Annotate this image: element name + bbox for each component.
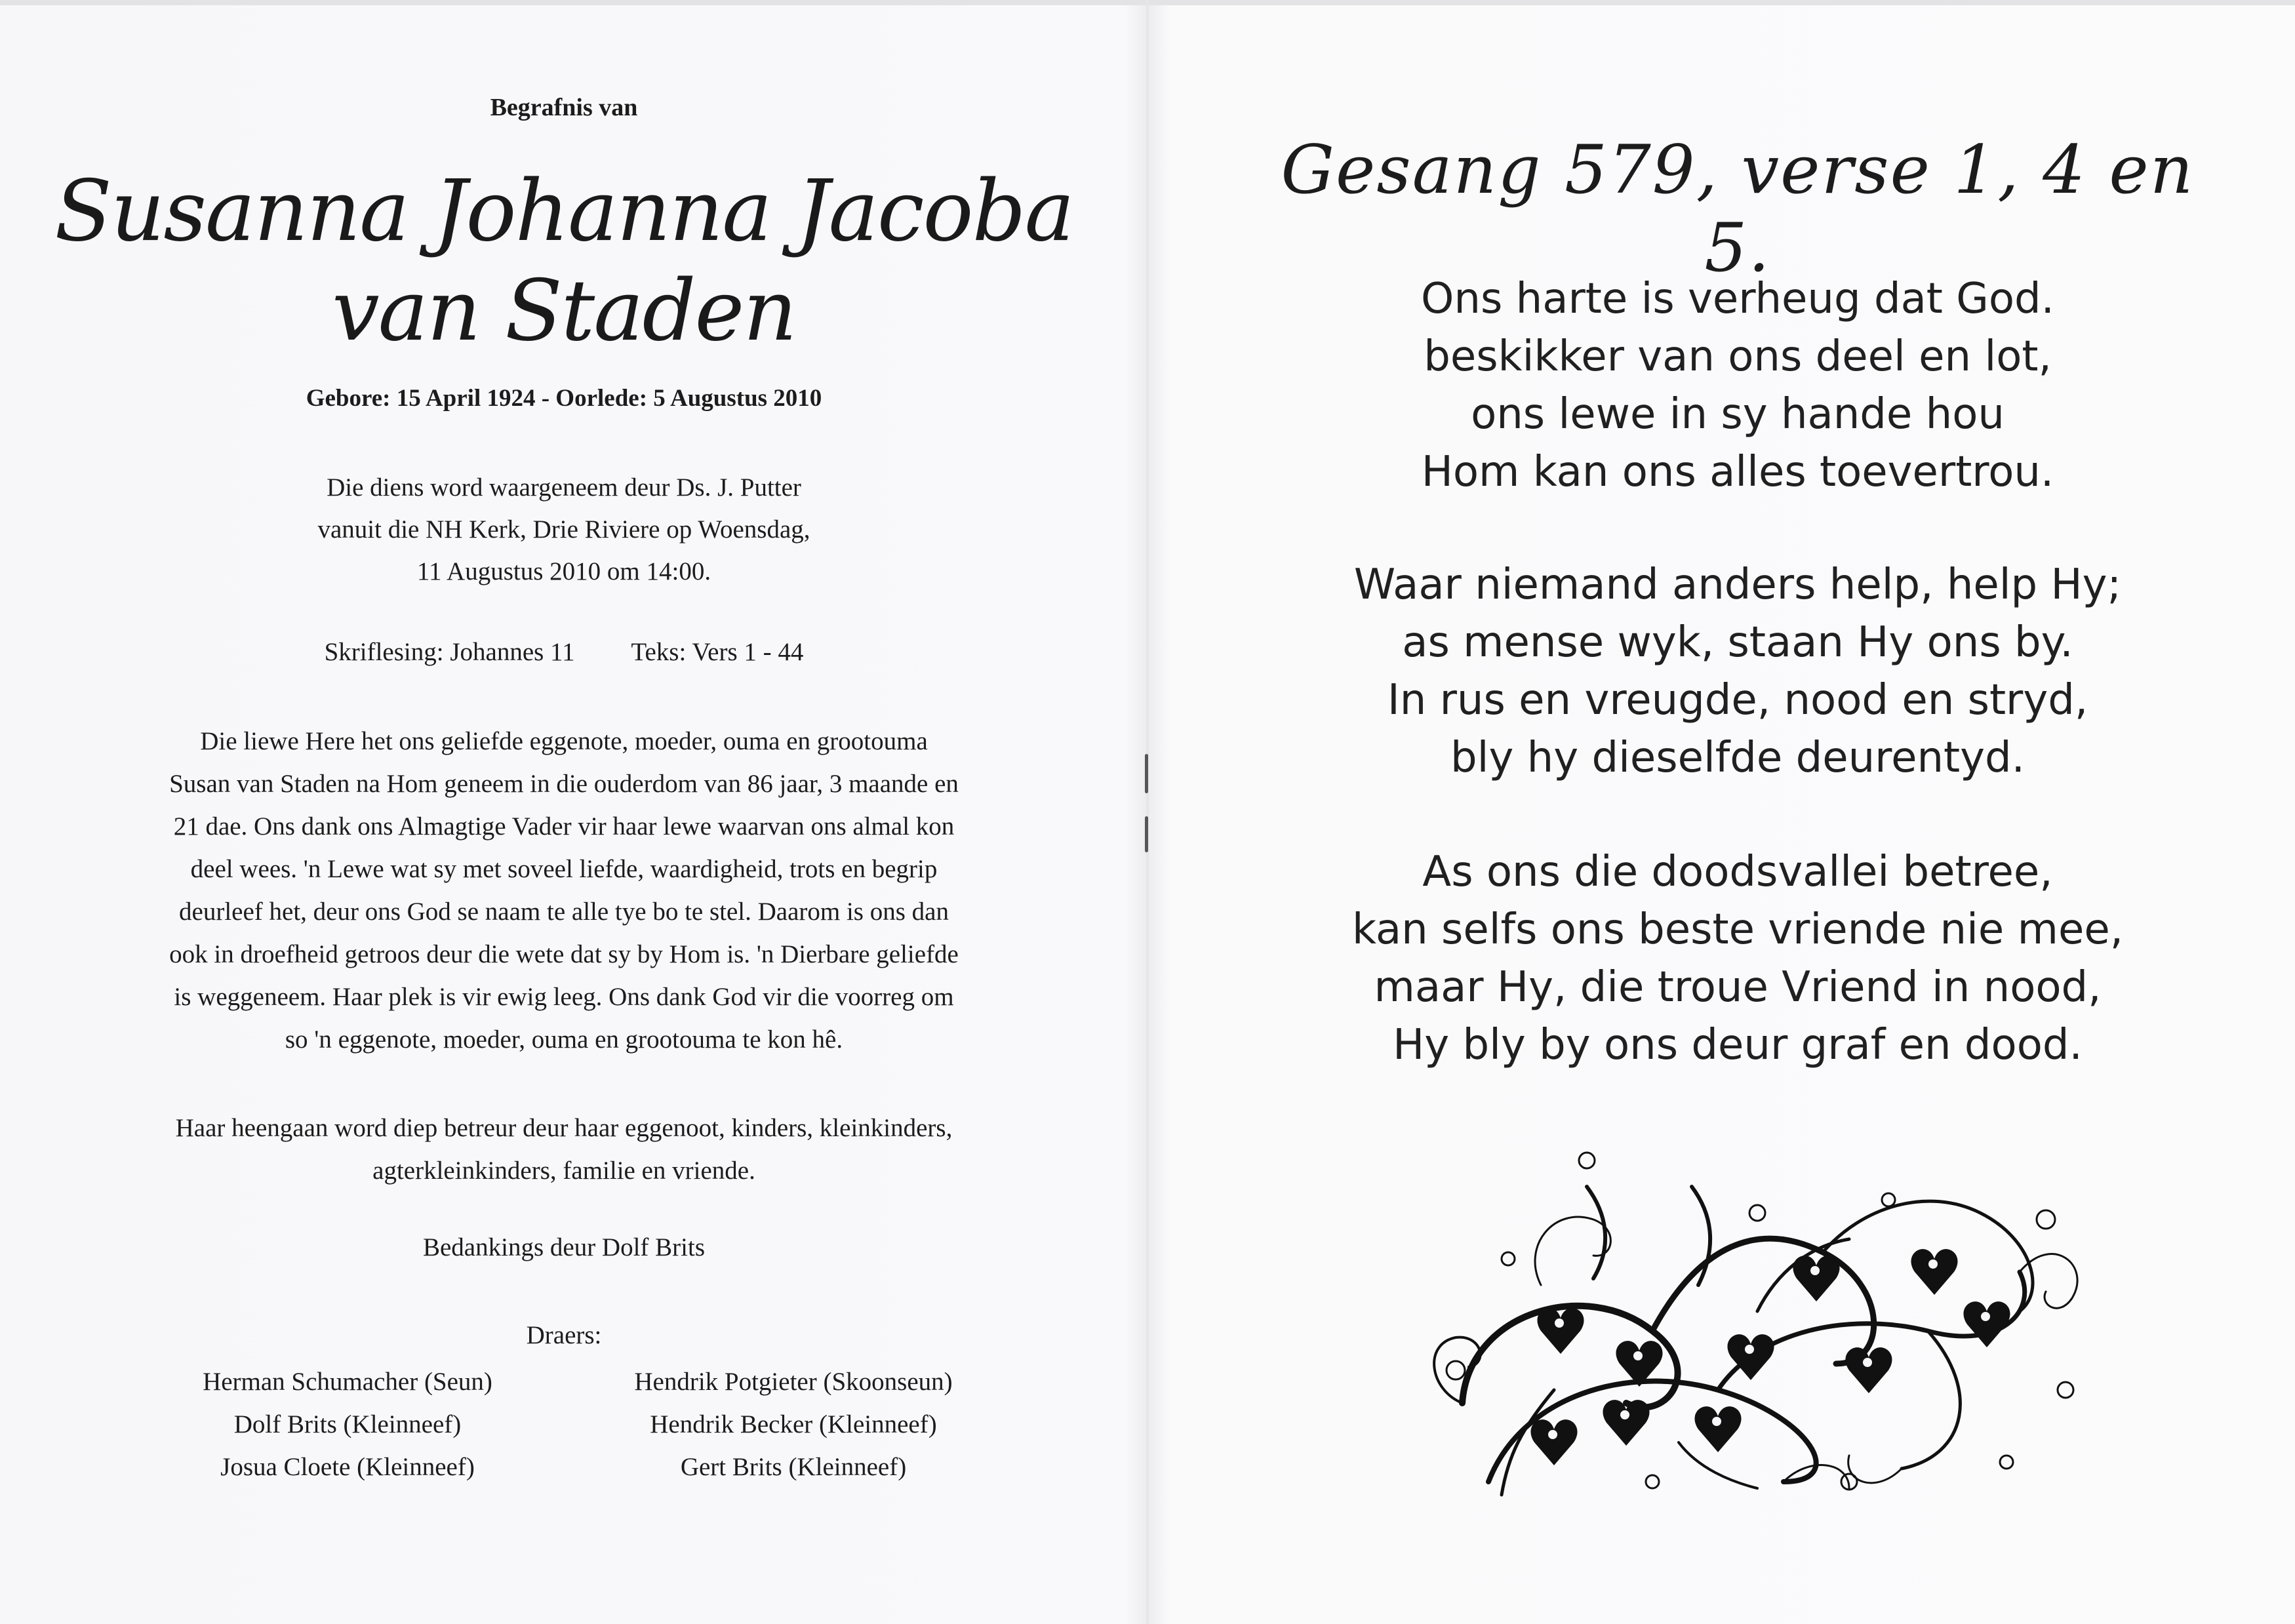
hymn-verse-2 bbox=[1246, 556, 2229, 787]
mourning-line: agterkleinkinders, familie en vriende. bbox=[372, 1157, 755, 1185]
bearer-name: Hendrik Potgieter (Skoonseun) bbox=[634, 1368, 953, 1396]
service-details bbox=[39, 467, 1088, 593]
service-line: Die diens word waargeneem deur Ds. J. Putter bbox=[327, 473, 801, 502]
tribute-line: Susan van Staden na Hom geneem in die ouderdom van 86 jaar, 3 maande en bbox=[169, 770, 959, 798]
verse-line: beskikker van ons deel en lot, bbox=[1424, 332, 2052, 381]
birth-death-dates: Gebore: 15 April 1924 - Oorlede: 5 Augustus 2010 bbox=[306, 385, 822, 412]
verse-line: bly hy dieselfde deurentyd. bbox=[1450, 734, 2025, 782]
tribute-line: deurleef het, deur ons God se naam te alle tye bo te stel. Daarom is ons dan bbox=[179, 898, 949, 926]
deceased-name-line2: van Staden bbox=[332, 262, 796, 360]
verse-line: ons lewe in sy hande hou bbox=[1471, 390, 2005, 439]
left-panel bbox=[39, 0, 1088, 1624]
bearer-name: Gert Brits (Kleinneef) bbox=[680, 1453, 907, 1481]
funeral-heading: Begrafnis van bbox=[490, 94, 638, 121]
verse-line: as mense wyk, staan Hy ons by. bbox=[1402, 618, 2073, 667]
tribute-line: deel wees. 'n Lewe wat sy met soveel liefde, waardigheid, trots en begrip bbox=[190, 855, 938, 883]
mourning-paragraph bbox=[59, 1107, 1069, 1192]
bearers-heading: Draers: bbox=[526, 1321, 602, 1349]
tribute-paragraph bbox=[59, 720, 1069, 1061]
tribute-line: ook in droefheid getroos deur die wete dat sy by Hom is. 'n Dierbare geliefde bbox=[169, 940, 959, 968]
tribute-line: 21 dae. Ons dank ons Almagtige Vader vir haar lewe waarvan ons almal kon bbox=[173, 812, 955, 841]
service-line: 11 Augustus 2010 om 14:00. bbox=[416, 557, 711, 585]
bearers-column-left bbox=[131, 1360, 564, 1488]
verse-line: Hy bly by ons deur graf en dood. bbox=[1393, 1021, 2083, 1069]
tribute-line: so 'n eggenote, moeder, ouma en grootouma te kon hê. bbox=[285, 1025, 843, 1054]
bearers-column-right bbox=[577, 1360, 1010, 1488]
bearer-name: Hendrik Becker (Kleinneef) bbox=[650, 1410, 937, 1438]
bearer-name: Herman Schumacher (Seun) bbox=[203, 1368, 492, 1396]
verse-line: Hom kan ons alles toevertrou. bbox=[1421, 448, 2054, 496]
floral-ornament-icon bbox=[1390, 1115, 2111, 1508]
bearer-name: Josua Cloete (Kleinneef) bbox=[220, 1453, 475, 1481]
hymn-verse-3 bbox=[1246, 843, 2229, 1074]
scripture-text: Teks: Vers 1 - 44 bbox=[631, 638, 804, 666]
deceased-name-line1: Susanna Johanna Jacoba bbox=[54, 163, 1073, 260]
tribute-line: is weggeneem. Haar plek is vir ewig leeg. Ons dank God vir die voorreg om bbox=[174, 983, 954, 1011]
scripture-row bbox=[39, 637, 1088, 667]
verse-line: Waar niemand anders help, help Hy; bbox=[1353, 561, 2122, 609]
staple-mark bbox=[1145, 754, 1148, 793]
staple-mark bbox=[1145, 816, 1148, 852]
mourning-line: Haar heengaan word diep betreur deur haar eggenoot, kinders, kleinkinders, bbox=[175, 1114, 953, 1142]
verse-line: maar Hy, die troue Vriend in nood, bbox=[1374, 963, 2102, 1012]
verse-line: Ons harte is verheug dat God. bbox=[1421, 275, 2054, 323]
verse-line: kan selfs ons beste vriende nie mee, bbox=[1351, 905, 2124, 954]
tribute-line: Die liewe Here het ons geliefde eggenote, moeder, ouma en grootouma bbox=[200, 727, 928, 755]
hymn-title: Gesang 579, verse 1, 4 en 5. bbox=[1281, 131, 2195, 287]
service-line: vanuit die NH Kerk, Drie Riviere op Woensdag, bbox=[317, 515, 810, 544]
verse-line: In rus en vreugde, nood en stryd, bbox=[1387, 676, 2088, 724]
thanks-line: Bedankings deur Dolf Brits bbox=[422, 1233, 706, 1261]
hymn-verse-1 bbox=[1246, 270, 2229, 501]
verse-line: As ons die doodsvallei betree, bbox=[1422, 848, 2053, 896]
scripture-reading: Skriflesing: Johannes 11 bbox=[324, 638, 575, 666]
center-fold bbox=[1146, 0, 1149, 1624]
bearer-name: Dolf Brits (Kleinneef) bbox=[233, 1410, 462, 1438]
